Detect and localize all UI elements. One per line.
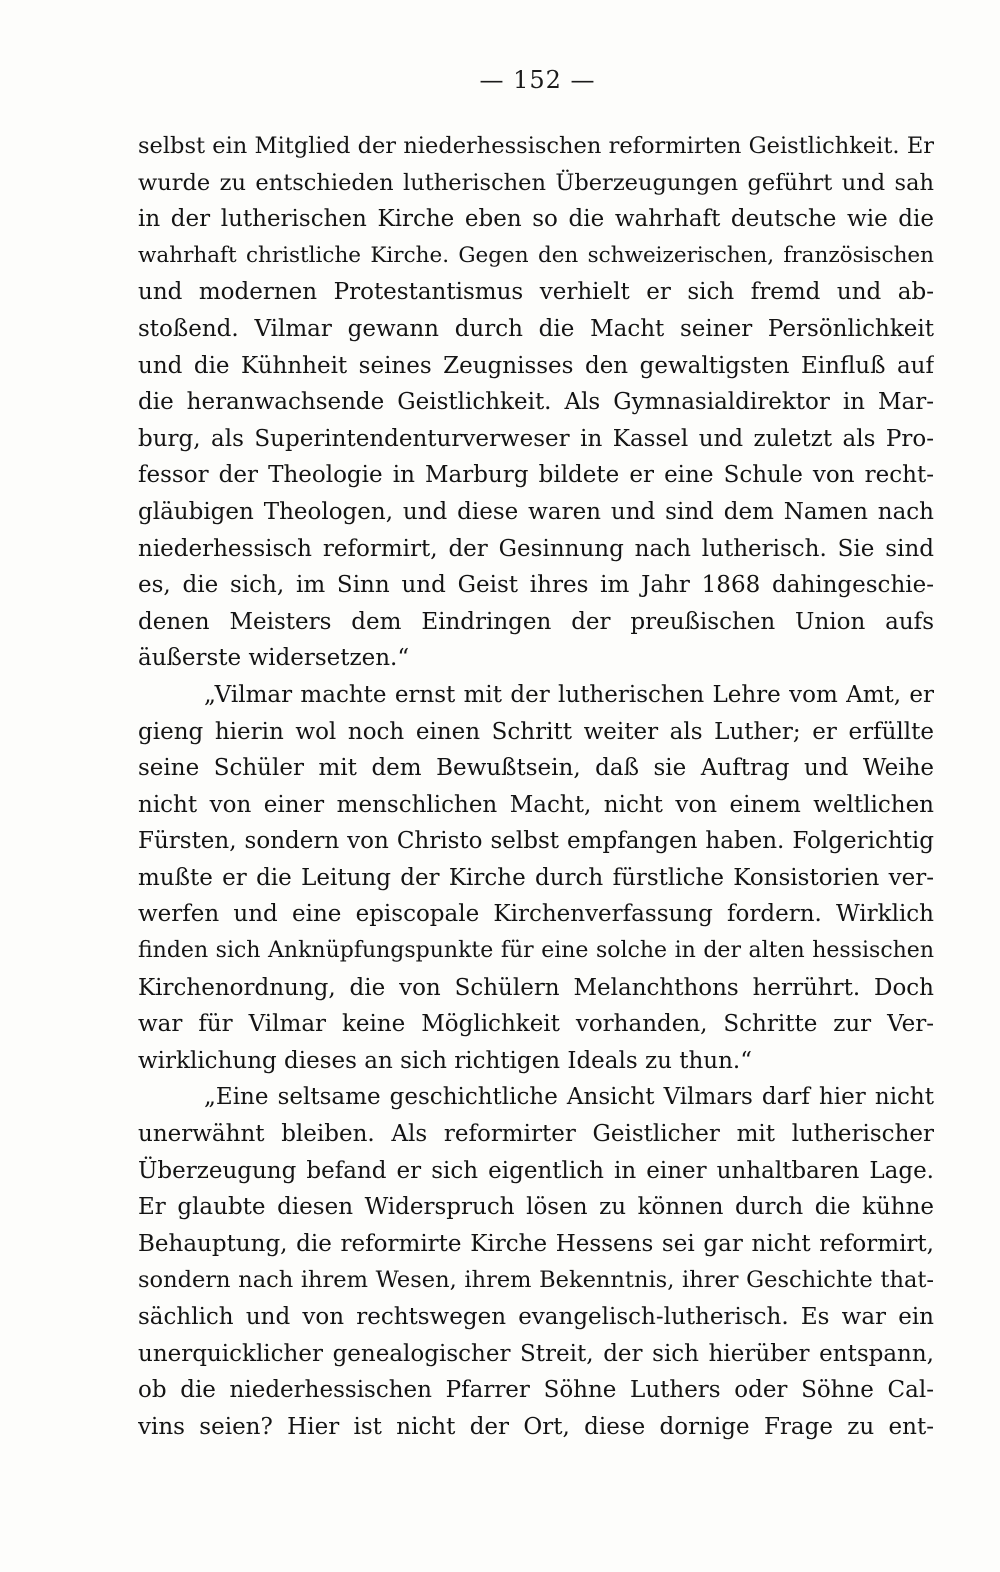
text-line: sächlich und von rechtswegen evangelisch-lutherisch. Es war ein — [138, 1304, 934, 1330]
text-line: werfen und eine episcopale Kirchenverfassung fordern. Wirklich — [138, 901, 934, 928]
paragraph-2 — [138, 677, 934, 1080]
text-line: niederhessisch reformirt, der Gesinnung nach lutherisch. Sie sind — [138, 535, 934, 562]
text-line: burg, als Superintendenturverweser in Kassel und zuletzt als Pro- — [138, 425, 934, 452]
text-line: finden sich Anknüpfungspunkte für eine solche in der alten hessischen — [138, 938, 934, 964]
text-line: mußte er die Leitung der Kirche durch fürstliche Konsistorien ver- — [138, 864, 934, 891]
text-line: wurde zu entschieden lutherischen Überzeugungen geführt und sah — [138, 169, 934, 196]
text-line: und die Kühnheit seines Zeugnisses den gewaltigsten Einfluß auf — [138, 352, 934, 379]
text-line: und modernen Protestantismus verhielt er sich fremd und ab- — [138, 279, 934, 306]
paragraph-1 — [138, 128, 934, 677]
text-line: war für Vilmar keine Möglichkeit vorhanden, Schritte zur Ver- — [138, 1011, 934, 1038]
text-line: wirklichung dieses an sich richtigen Ideals zu thun.“ — [138, 1047, 752, 1074]
text-line: unerquicklicher genealogischer Streit, der sich hierüber entspann, — [138, 1340, 934, 1367]
body-text — [138, 128, 934, 1445]
text-line: die heranwachsende Geistlichkeit. Als Gymnasialdirektor in Mar- — [138, 389, 934, 416]
text-line: „Eine seltsame geschichtliche Ansicht Vilmars darf hier nicht — [204, 1084, 934, 1111]
text-line: Behauptung, die reformirte Kirche Hessens sei gar nicht reformirt, — [138, 1230, 934, 1257]
text-line: seine Schüler mit dem Bewußtsein, daß sie Auftrag und Weihe — [138, 755, 934, 782]
text-line: stoßend. Vilmar gewann durch die Macht seiner Persönlichkeit — [138, 315, 934, 342]
text-line: selbst ein Mitglied der niederhessischen reformirten Geistlichkeit. Er — [138, 133, 934, 159]
text-line: fessor der Theologie in Marburg bildete er eine Schule von recht- — [138, 462, 934, 489]
text-line: sondern nach ihrem Wesen, ihrem Bekenntnis, ihrer Geschichte that- — [138, 1267, 934, 1294]
text-line: gläubigen Theologen, und diese waren und sind dem Namen nach — [138, 498, 934, 525]
paragraph-3 — [138, 1079, 934, 1445]
text-line: wahrhaft christliche Kirche. Gegen den schweizerischen, französischen — [138, 242, 934, 268]
text-line: Fürsten, sondern von Christo selbst empfangen haben. Folgerichtig — [138, 828, 934, 855]
text-line: gieng hierin wol noch einen Schritt weiter als Luther; er erfüllte — [138, 718, 934, 745]
text-line: es, die sich, im Sinn und Geist ihres im Jahr 1868 dahingeschie- — [138, 572, 934, 599]
text-line: äußerste widersetzen.“ — [138, 645, 410, 672]
page-number: — 152 — — [479, 66, 596, 94]
text-line: Kirchenordnung, die von Schülern Melanchthons herrührt. Doch — [138, 974, 934, 1001]
text-line: unerwähnt bleiben. Als reformirter Geistlicher mit lutherischer — [138, 1121, 934, 1148]
text-line: „Vilmar machte ernst mit der lutherischen Lehre vom Amt, er — [204, 681, 934, 708]
text-line: vins seien? Hier ist nicht der Ort, diese dornige Frage zu ent- — [138, 1413, 934, 1440]
text-line: ob die niederhessischen Pfarrer Söhne Luthers oder Söhne Cal- — [138, 1377, 934, 1404]
text-line: Er glaubte diesen Widerspruch lösen zu können durch die kühne — [138, 1194, 934, 1221]
text-line: denen Meisters dem Eindringen der preußischen Union aufs — [138, 608, 934, 635]
text-line: Überzeugung befand er sich eigentlich in einer unhaltbaren Lage. — [138, 1157, 934, 1184]
text-line: in der lutherischen Kirche eben so die wahrhaft deutsche wie die — [138, 206, 934, 233]
text-line: nicht von einer menschlichen Macht, nicht von einem weltlichen — [138, 791, 934, 818]
